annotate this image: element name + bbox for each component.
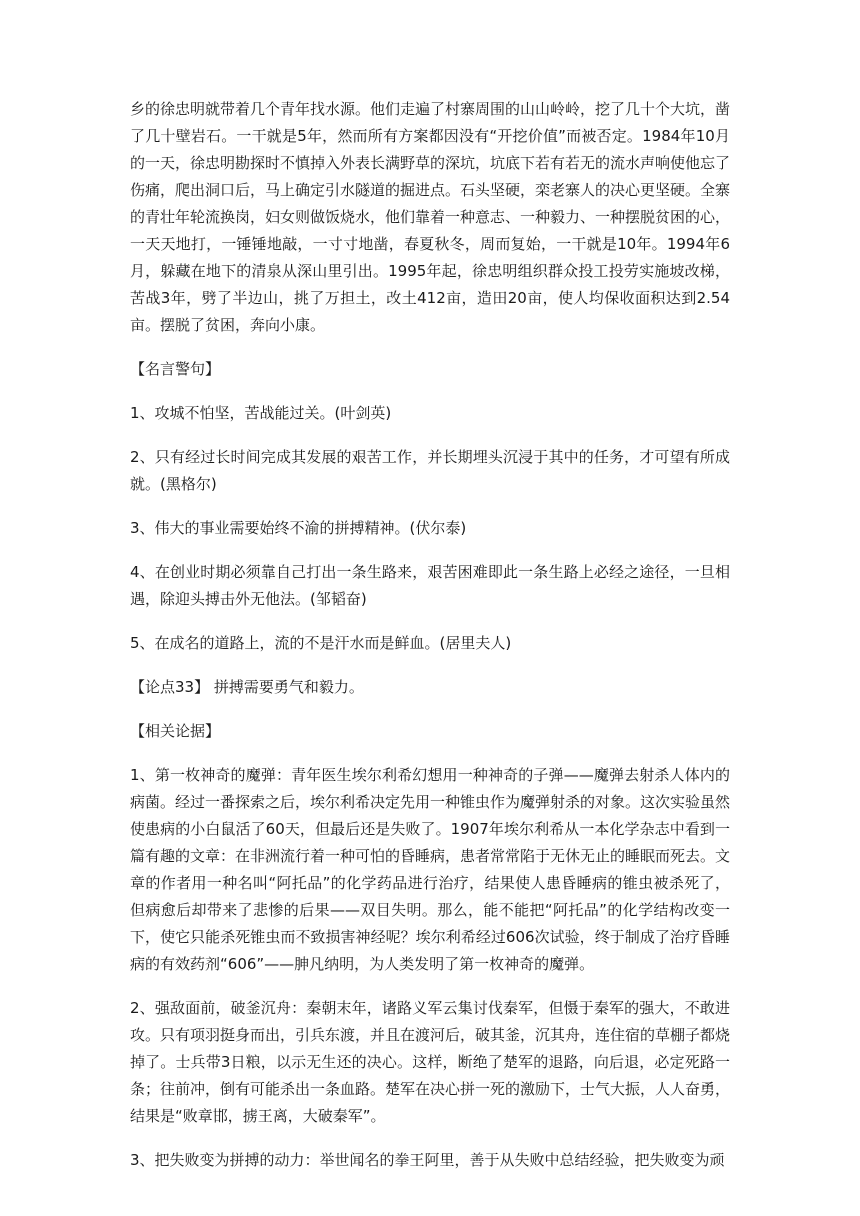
quote-item-1: 1、攻城不怕坚，苦战能过关。(叶剑英) <box>130 404 392 422</box>
evidence-item-2: 2、强敌面前，破釜沉舟：秦朝末年，诸路义军云集讨伐秦军，但慑于秦军的强大，不敢进攻。只有项羽挺身而出，引兵东渡，并且在渡河后，破其釜，沉其舟，连住宿的草棚子都烧掉了。士兵带3日粮，以示无生还的决心。这样，断绝了楚军的退路，向后退，必定死路一条；往前冲，倒有可能杀出一条血路。楚军在决心拼一死的激励下，士气大振，人人奋勇，结果是“败章邯，掳王离，大破秦军”。 <box>130 999 731 1125</box>
evidence-item-1: 1、第一枚神奇的魔弹：青年医生埃尔利希幻想用一种神奇的子弹——魔弹去射杀人体内的病菌。经过一番探索之后，埃尔利希决定先用一种锥虫作为魔弹射杀的对象。这次实验虽然使患病的小白鼠活了60天，但最后还是失败了。1907年埃尔利希从一本化学杂志中看到一篇有趣的文章：在非洲流行着一种可怕的昏睡病，患者常常陷于无休无止的睡眠而死去。文章的作者用一种名叫“阿托品”的化学药品进行治疗，结果使人患昏睡病的锥虫被杀死了，但病愈后却带来了悲惨的后果——双目失明。那么，能不能把“阿托品”的化学结构改变一下，使它只能杀死锥虫而不致损害神经呢？埃尔利希经过606次试验，终于制成了治疗昏睡病的有效药剂“606”——胂凡纳明，为人类发明了第一枚神奇的魔弹。 <box>130 766 731 973</box>
quote-item-3: 3、伟大的事业需要始终不渝的拼搏精神。(伏尔泰) <box>130 519 467 537</box>
document-body <box>130 96 730 1191</box>
paragraph-story-ending: 乡的徐忠明就带着几个青年找水源。他们走遍了村寨周围的山山岭岭，挖了几十个大坑，凿了几十壁岩石。一干就是5年，然而所有方案都因没有“开挖价值”而被否定。1984年10月的一天，徐忠明勘探时不慎掉入外表长满野草的深坑，坑底下若有若无的流水声响使他忘了伤痛，爬出洞口后，马上确定引水隧道的掘进点。石头坚硬，栾老寨人的决心更坚硬。全寨的青壮年轮流换岗，妇女则做饭烧水，他们靠着一种意志、一种毅力、一种摆脱贫困的心，一天天地打，一锤锤地敲，一寸寸地凿，春夏秋冬，周而复始，一干就是10年。1994年6月，躲藏在地下的清泉从深山里引出。1995年起，徐忠明组织群众投工投劳实施坡改梯，苦战3年，劈了半边山，挑了万担土，改土412亩，造田20亩，使人均保收面积达到2.54亩。摆脱了贫困，奔向小康。 <box>130 100 731 334</box>
quote-item-5: 5、在成名的道路上，流的不是汗水而是鲜血。(居里夫人) <box>130 634 512 652</box>
section-heading-quotes: 【名言警句】 <box>130 360 221 378</box>
section-heading-argument-33: 【论点33】 拼搏需要勇气和毅力。 <box>130 678 364 696</box>
evidence-item-3: 3、把失败变为拼搏的动力：举世闻名的拳王阿里，善于从失败中总结经验，把失败变为顽 <box>130 1151 725 1169</box>
quote-item-4: 4、在创业时期必须靠自己打出一条生路来，艰苦困难即此一条生路上必经之途径，一旦相遇，除迎头搏击外无他法。(邹韬奋) <box>130 563 730 608</box>
quote-item-2: 2、只有经过长时间完成其发展的艰苦工作，并长期埋头沉浸于其中的任务，才可望有所成就。(黑格尔) <box>130 448 730 493</box>
section-heading-evidence: 【相关论据】 <box>130 722 221 740</box>
